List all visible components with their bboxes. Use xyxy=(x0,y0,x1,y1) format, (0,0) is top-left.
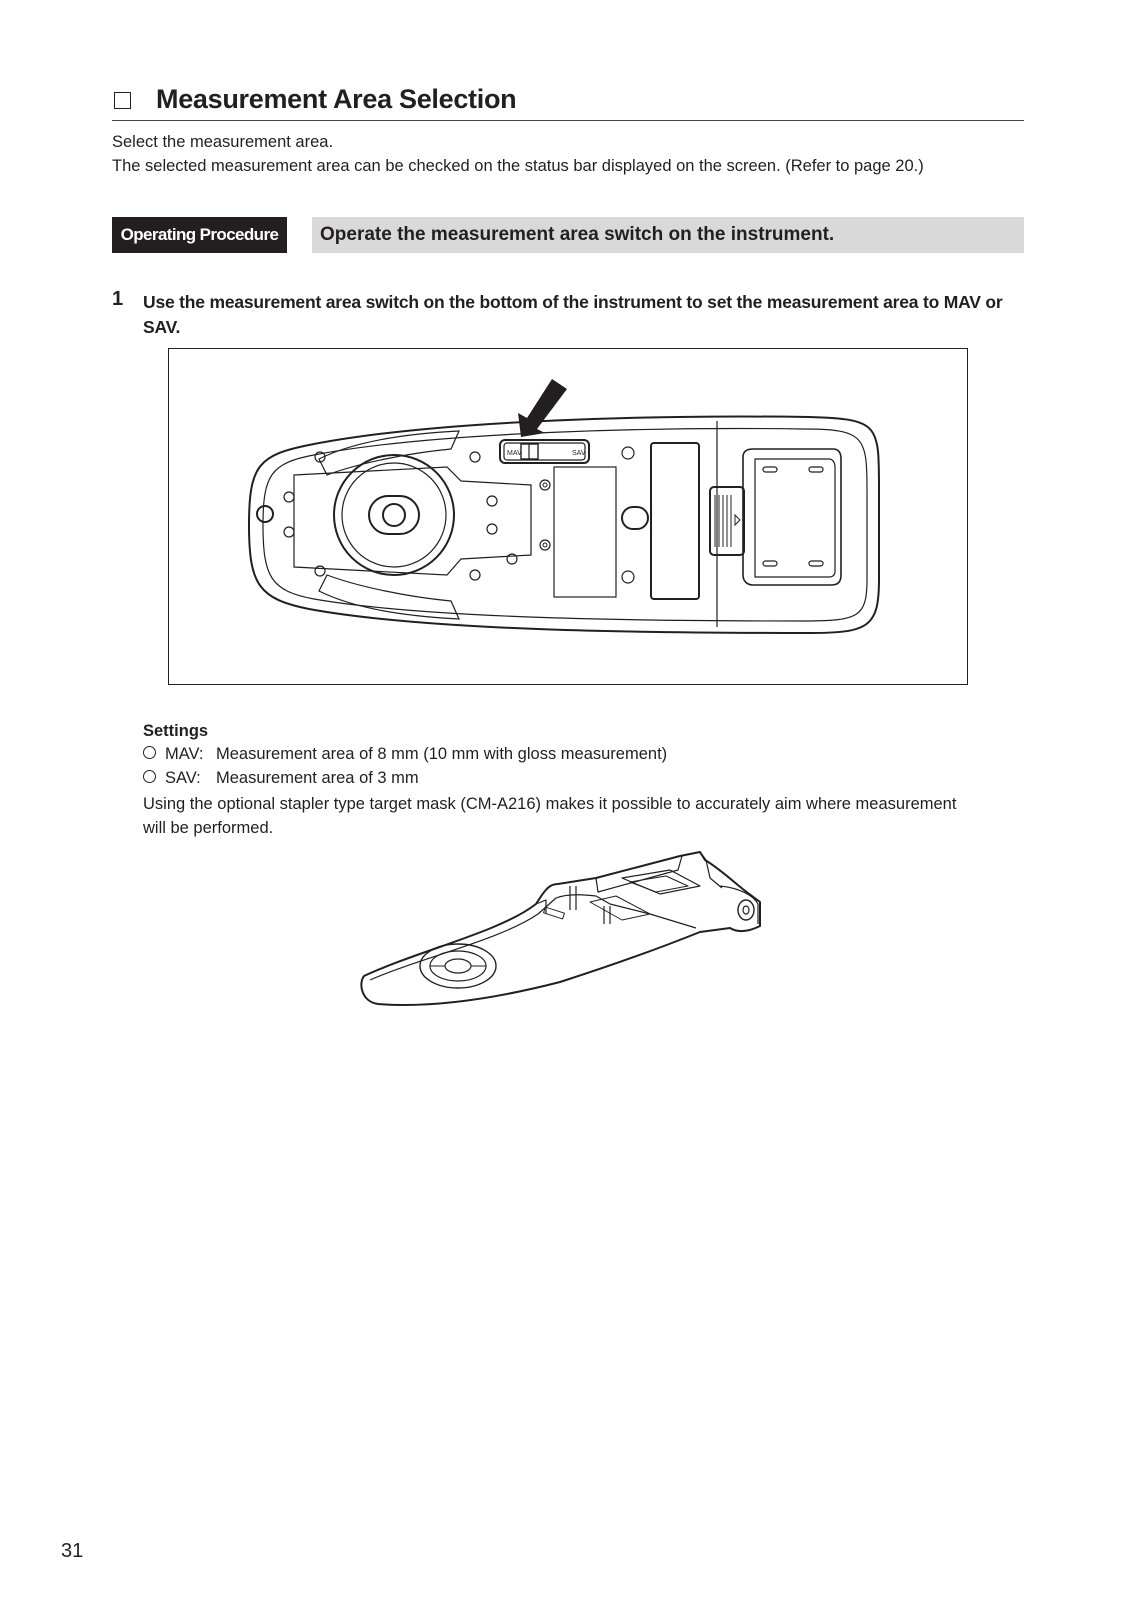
instrument-bottom-illustration xyxy=(169,349,969,686)
instrument-bottom-figure xyxy=(168,348,968,685)
intro-line-1: Select the measurement area. xyxy=(112,133,334,151)
operating-procedure-badge: Operating Procedure xyxy=(112,217,287,253)
switch-mav-label: MAV xyxy=(507,450,522,457)
section-header xyxy=(112,86,1024,121)
circle-bullet-icon xyxy=(143,770,156,783)
page-number: 31 xyxy=(61,1540,84,1562)
step-number: 1 xyxy=(112,288,124,310)
settings-item-mav xyxy=(143,745,667,764)
target-mask-illustration xyxy=(360,848,780,1023)
settings-title: Settings xyxy=(143,722,209,740)
arrow-down-icon xyxy=(518,379,567,437)
circle-bullet-icon xyxy=(143,746,156,759)
intro-line-2: The selected measurement area can be checked on the status bar displayed on the screen. (Refer to page 20.) xyxy=(112,157,924,175)
settings-value: Measurement area of 3 mm xyxy=(216,769,419,787)
section-checkbox-icon xyxy=(114,92,131,109)
settings-value: Measurement area of 8 mm (10 mm with gloss measurement) xyxy=(216,745,668,763)
switch-sav-label: SAV xyxy=(572,450,586,457)
settings-item-sav xyxy=(143,769,419,788)
step-text: Use the measurement area switch on the bottom of the instrument to set the measurement area to MAV or SAV. xyxy=(143,292,1003,337)
target-mask-note: Using the optional stapler type target mask (CM-A216) makes it possible to accurately aim where measurement will be performed. xyxy=(143,795,957,837)
settings-key: SAV: xyxy=(165,769,201,787)
settings-key: MAV: xyxy=(165,745,204,763)
procedure-instruction: Operate the measurement area switch on the instrument. xyxy=(312,217,1024,253)
section-title: Measurement Area Selection xyxy=(156,84,517,114)
